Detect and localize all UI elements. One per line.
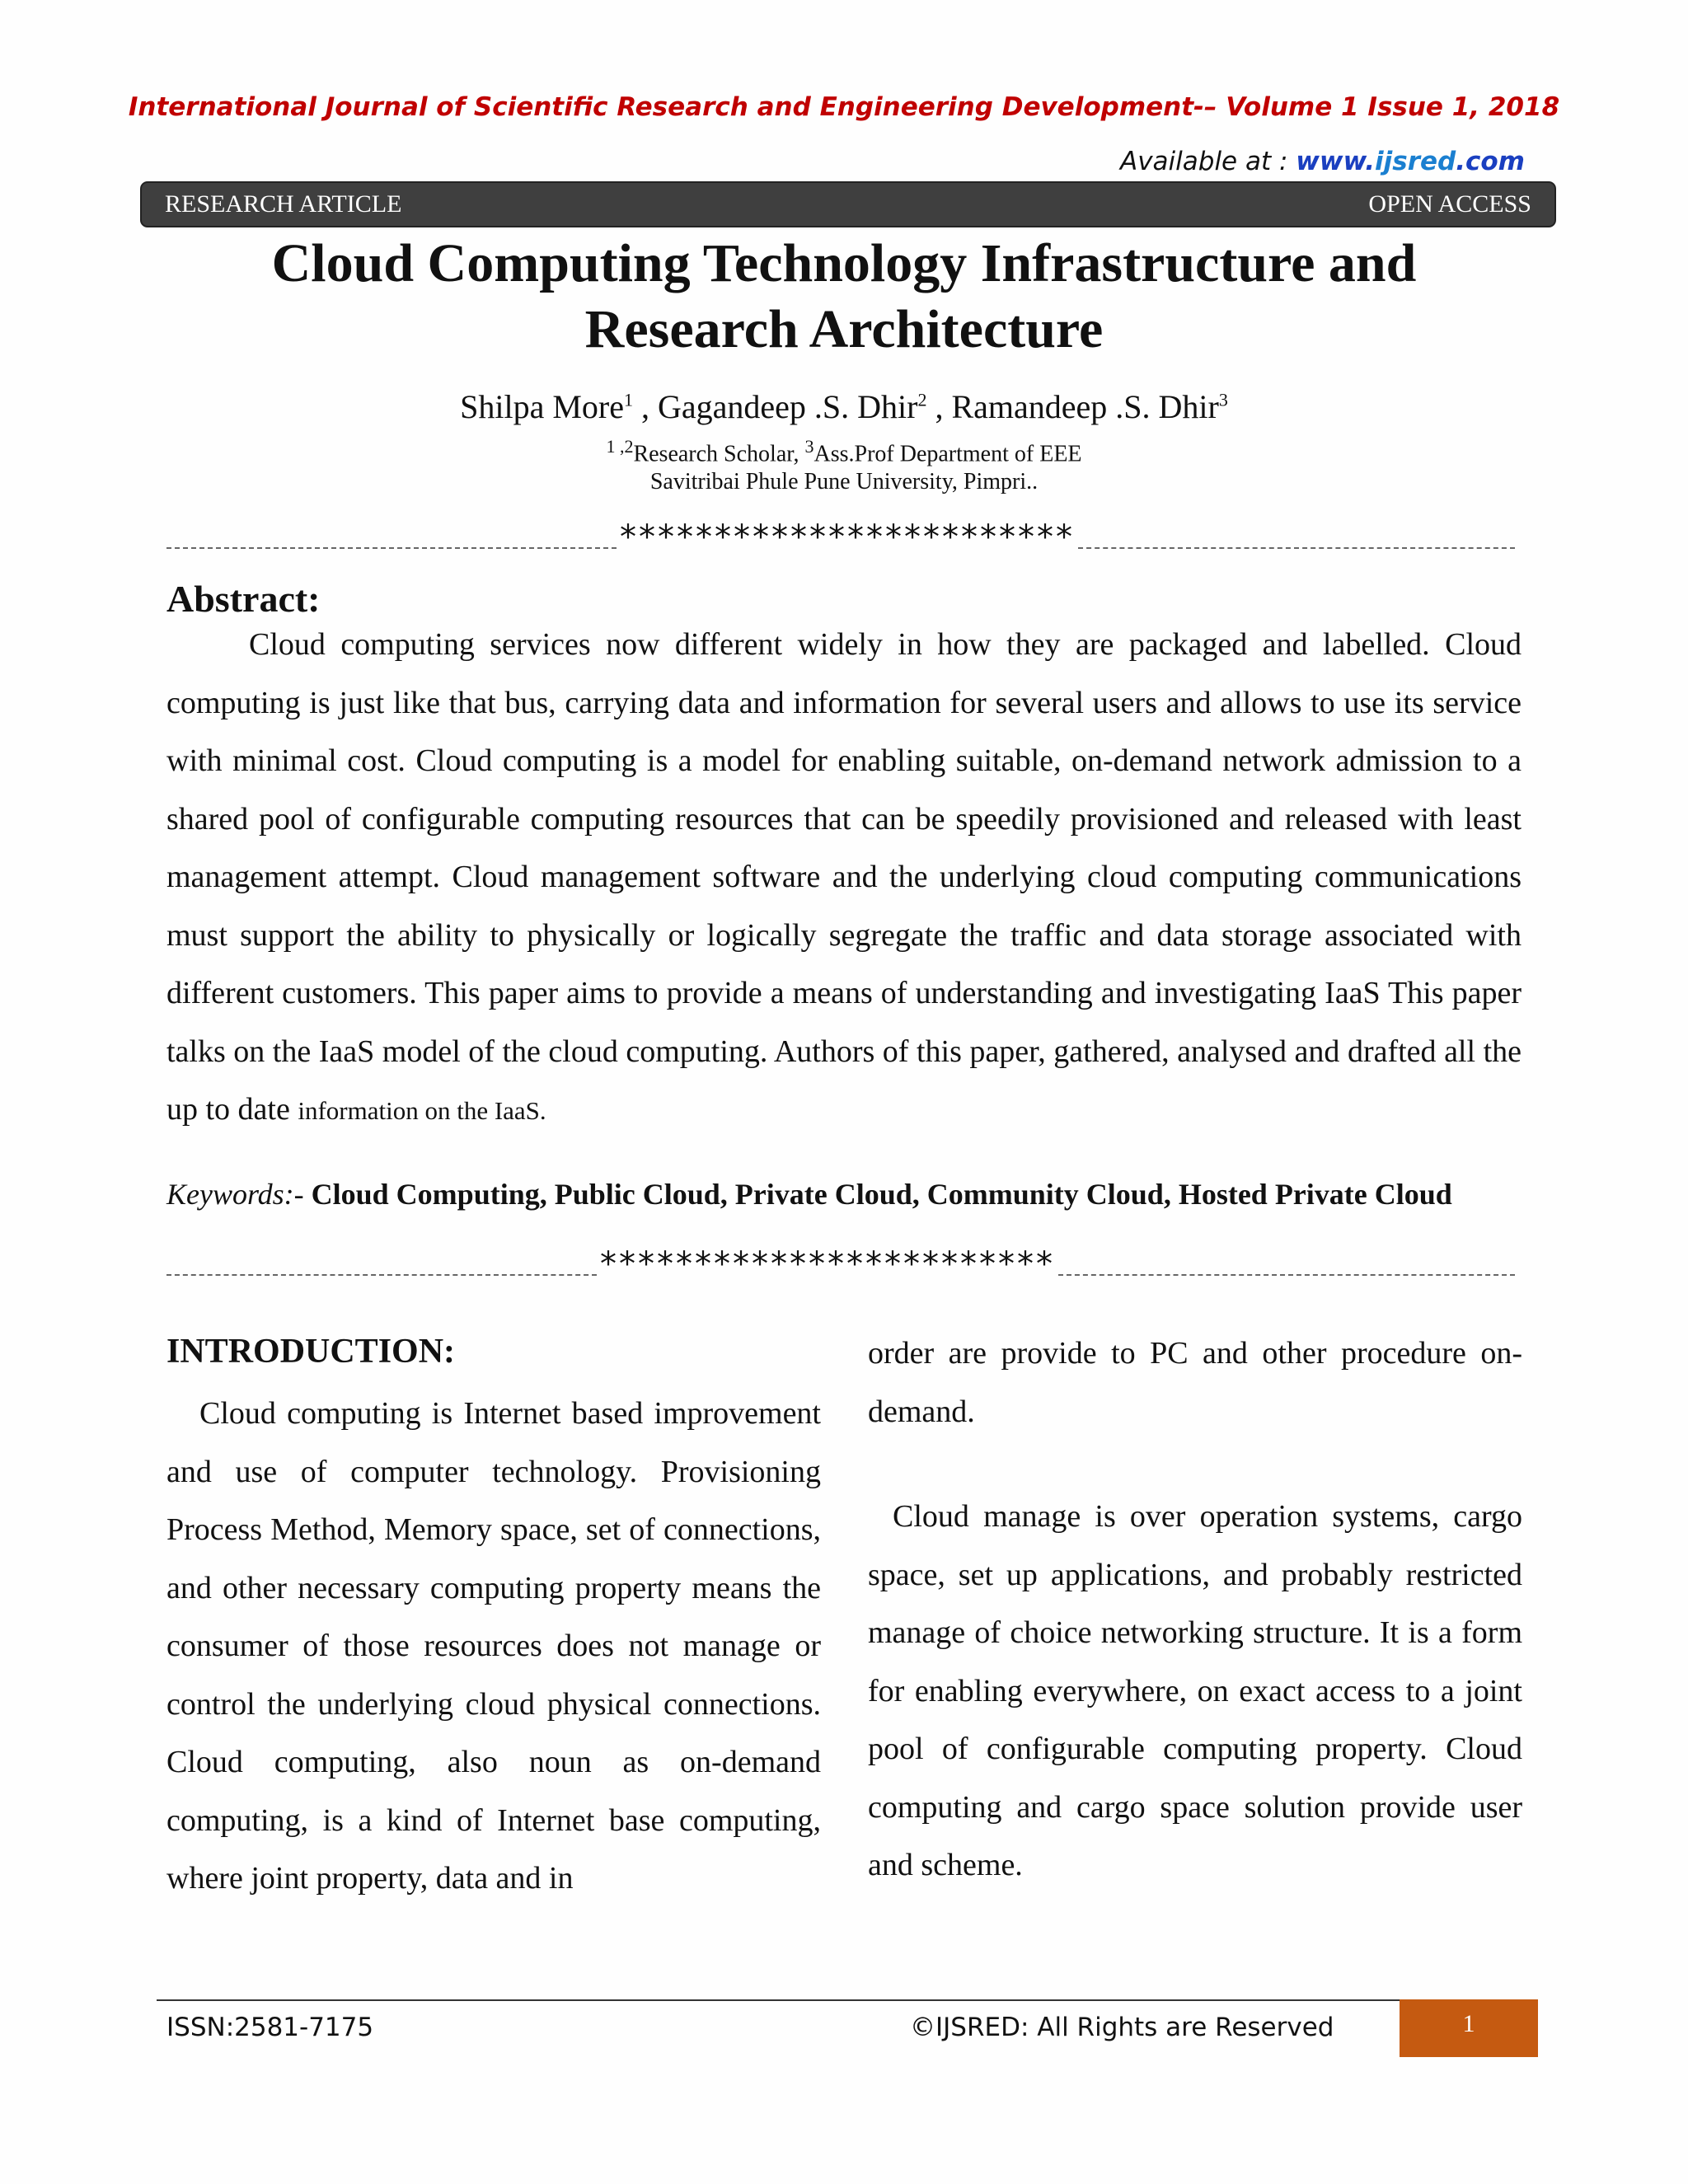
section-divider [166,518,1515,554]
abstract-heading: Abstract: [166,578,321,620]
author-name: Gagandeep .S. Dhir [658,388,918,425]
abstract-text-tail: information on the IaaS. [298,1096,546,1125]
keywords-label: Keywords:- [166,1178,304,1211]
url-part: ijsred [1375,147,1456,176]
article-type-bar [142,183,1554,226]
divider-stars: ************************ [620,518,1075,554]
introduction-heading: INTRODUCTION: [166,1333,456,1371]
introduction-paragraph: Cloud computing is Internet based improvement and use of computer technology. Provisioning Process Method, Memory space, set of connections, and other necessary computing property means the consumer of those resources does not manage or control the underlying cloud physical connections. Cloud computing, also noun as on-demand computing, is a kind of Internet base computing, where joint property, data and in [166,1396,821,1896]
introduction-paragraph: Cloud manage is over operation systems, cargo space, set up applications, and probably restricted manage of choice networking structure. It is a form for enabling everywhere, on exact access to a joint pool of configurable computing property. Cloud computing and cargo space solution provide user and scheme. [868,1499,1522,1882]
research-article-label: RESEARCH ARTICLE [165,190,402,218]
footer-rule [157,1999,1400,2001]
affil-university: Savitribai Phule Pune University, Pimpri.. [649,469,1039,495]
abstract-body [166,616,1522,1141]
divider-stars: ************************ [600,1245,1055,1281]
affil-sup: 1 ,2 [606,436,634,457]
author-name: Shilpa More [460,388,625,425]
url-part: .com [1456,147,1525,176]
open-access-label: OPEN ACCESS [1368,190,1531,218]
journal-url-link[interactable] [1296,147,1525,176]
title-line: Research Architecture [584,299,1104,359]
divider-dashes [166,1274,597,1276]
section-divider [166,1244,1515,1281]
introduction-paragraph: order are provide to PC and other procedure on-demand. [868,1336,1522,1429]
author-name: Ramandeep .S. Dhir [951,388,1219,425]
divider-dashes [166,547,617,549]
available-label: Available at : [1120,147,1296,176]
divider-dashes [1058,1274,1515,1276]
affil-sup: 3 [804,436,814,457]
footer-issn: ISSN:2581-7175 [166,2013,374,2042]
affil-text: Research Scholar, [633,441,805,467]
keywords [166,1177,1452,1212]
affil-text: Ass.Prof Department of EEE [814,441,1082,467]
author-sup: 3 [1218,389,1228,410]
affiliation [0,433,1688,496]
footer-rights: ©IJSRED: All Rights are Reserved [910,2013,1334,2042]
author-sup: 2 [917,389,927,410]
keywords-list: Cloud Computing, Public Cloud, Private Cloud, Community Cloud, Hosted Private Cloud [311,1178,1452,1211]
page-number: 1 [1400,1999,1538,2057]
author-list: Shilpa More$^1$ , Gagandeep .S. Dhir$^2$ , Ramandeep .S. Dhir$^3$ [460,388,1228,425]
url-part: www. [1296,147,1376,176]
abstract-text: Cloud computing services now different widely in how they are packaged and labelled. Cloud computing is just like that bus, carrying data and information for several users and allows to use its service with minimal cost. Cloud computing is a model for enabling suitable, on-demand network admission to a shared pool of configurable computing resources that can be speedily provisioned and released with least management attempt. Cloud management software and the underlying cloud computing communications must support the ability to physically or logically segregate the traffic and data storage associated with different customers. This paper aims to provide a means of understanding and investigating IaaS This paper talks on the IaaS model of the cloud computing. Authors of this paper, gathered, analysed and drafted all the up to date [166,627,1522,1127]
journal-header: International Journal of Scientific Research and Engineering Development-– Volume 1 Issue 1, 2018 [128,92,1560,122]
divider-dashes [1078,547,1515,549]
availability-line [1120,147,1525,176]
author-sup: 1 [624,389,634,410]
paper-title [0,231,1688,363]
title-line: Cloud Computing Technology Infrastructure and [271,233,1417,293]
